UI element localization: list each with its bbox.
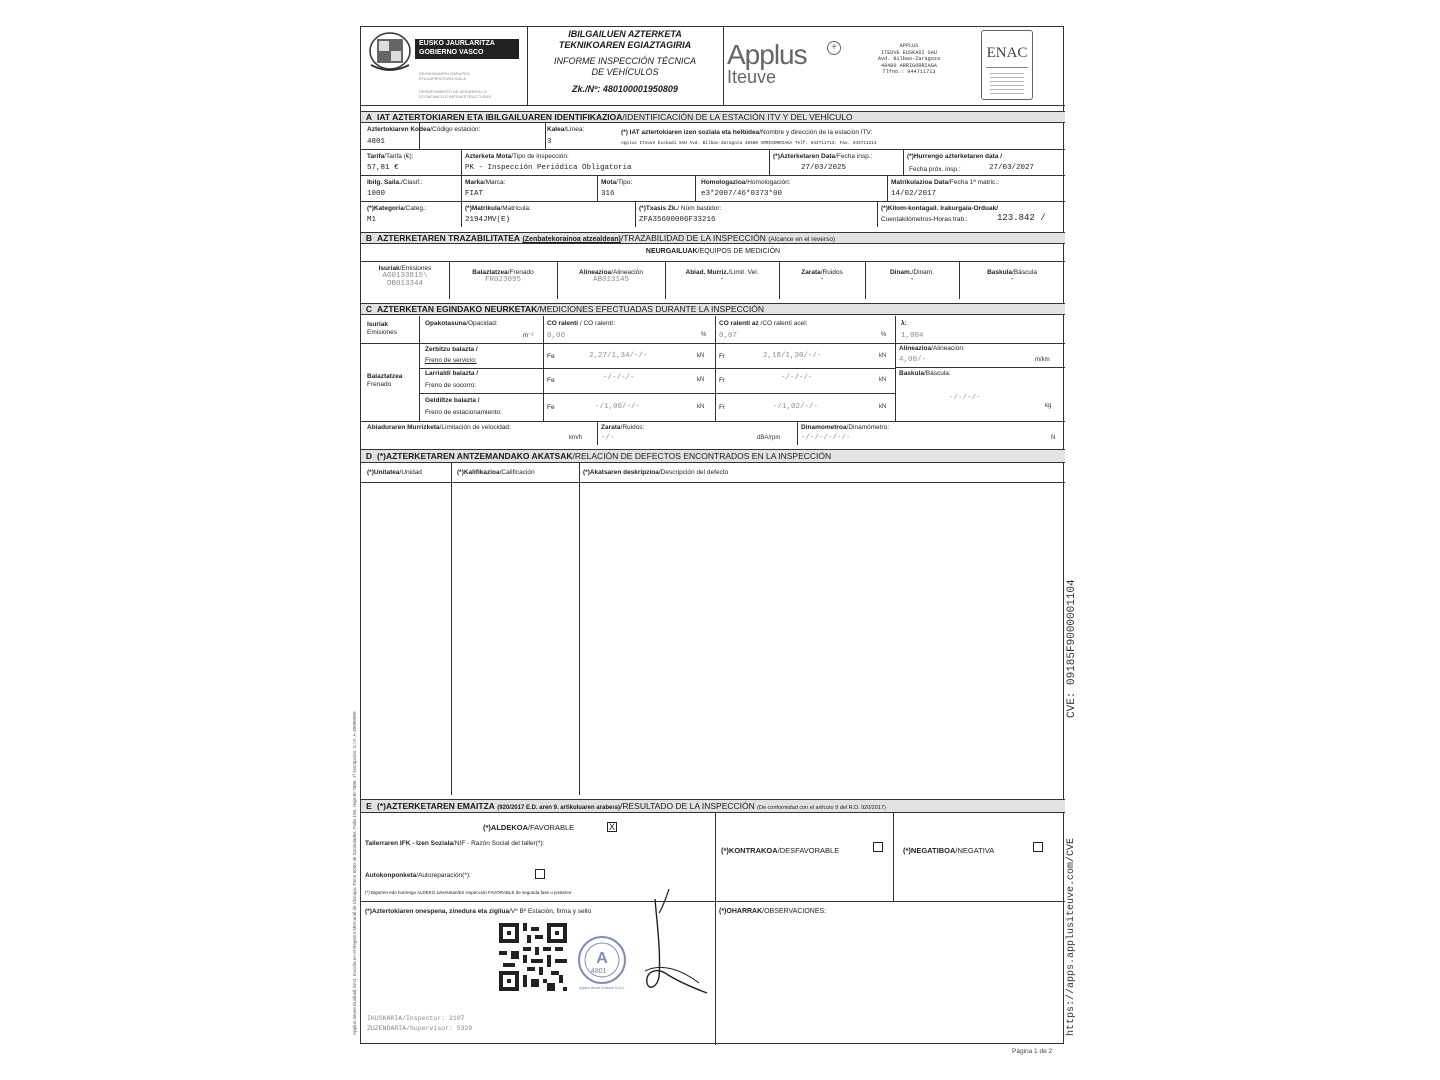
- service-brake-label: Zerbitzu balazta /: [425, 346, 478, 353]
- section-b-title-eu: AZTERKETAREN TRAZABILITATEA: [377, 233, 521, 243]
- title-eu-2: TEKNIKOAREN EGIAZTAGIRIA: [558, 40, 692, 50]
- emissions-label: Isuriak: [367, 321, 388, 328]
- equip-noise-value: -: [819, 276, 825, 284]
- gov-dept-4: ECONÓMICO E INFRAESTRUCTURAS: [419, 94, 492, 99]
- emissions-label-es: Emisiones: [367, 329, 397, 336]
- co-idle-label-es: / CO ralentí:: [578, 320, 615, 327]
- emergency-fr-unit: kN: [879, 377, 887, 383]
- dynamometer-label: Dinamometroa: [801, 424, 847, 431]
- signature-icon: [641, 883, 721, 1001]
- insp-type-value: PK - Inspección Periódica Obligatoria: [465, 164, 632, 172]
- section-d-header: [361, 449, 1065, 463]
- equip-scale-label-es: /Báscula: [1012, 269, 1037, 276]
- co-accel-label: CO ralenti az: [719, 320, 759, 327]
- service-brake-label-es: Freno de servicio:: [425, 357, 477, 364]
- station-line-2: ITEUVE EUSKADI SAU: [880, 49, 938, 56]
- defect-unit-header-es: /Unidad: [399, 469, 422, 476]
- noise-unit: dBA/rpm: [757, 435, 781, 441]
- section-e-title-small: (De conformidad con el artículo 9 del R.D. 920/2017): [757, 805, 886, 811]
- dynamometer-value: -/-/-/-/-/-: [801, 434, 851, 442]
- braking-label: Balaztatzea: [367, 373, 403, 380]
- tariff-label-es: /Tarifa (€):: [384, 153, 414, 160]
- class-value: 1000: [367, 190, 386, 198]
- workshop-label-es: /NIF - Razón Social del taller(*):: [453, 840, 545, 847]
- km-value: 123.842 /: [997, 213, 1046, 223]
- section-a-letter: A: [365, 112, 373, 122]
- parking-fr-label: Fr: [719, 404, 726, 411]
- qr-code-icon: [499, 923, 567, 991]
- class-label-es: /Clasif.:: [400, 179, 423, 186]
- braking-label-es: Frenado: [367, 381, 392, 388]
- gov-name-es: GOBIERNO VASCO: [419, 49, 484, 56]
- opacity-label-es: /Opacidad:: [466, 320, 498, 327]
- equip-dyn-value: -: [909, 276, 915, 284]
- report-title-block: [529, 29, 721, 94]
- noise-label-es: /Ruidos:: [620, 424, 645, 431]
- section-b-header: [361, 232, 1065, 244]
- scale-value: -/-/-/-: [949, 394, 981, 402]
- enac-mark: ENAC: [986, 45, 1028, 61]
- equip-emissions-value-1: AG0133815\: [382, 272, 428, 280]
- seal-label-es: /Vº Bº Estación, firma y sello: [509, 908, 592, 915]
- alignment-label-es: /Alineación:: [931, 345, 965, 352]
- unfavorable-label: (*)KONTRAKOA: [721, 846, 778, 855]
- equip-speed-label-es: /Limit. Vel.: [728, 269, 759, 276]
- defect-grade-header-es: /Calificación: [499, 469, 535, 476]
- equip-col-dynamometer: [865, 269, 959, 284]
- scale-unit: kg: [1045, 403, 1052, 409]
- observations-label-es: /OBSERVACIONES:: [762, 908, 827, 915]
- gov-name-eu: EUSKO JAURLARITZA: [419, 40, 495, 47]
- negative-label-es: /NEGATIVA: [955, 846, 995, 855]
- parking-brake-label: Geldiltze balazta /: [425, 397, 480, 404]
- equip-braking-label: Balaztatzea: [472, 269, 508, 276]
- equip-alignment-value: AB013145: [592, 276, 629, 284]
- favorable-label-es: /FAVORABLE: [528, 823, 575, 832]
- equip-col-emissions: [361, 265, 449, 288]
- service-fr-unit: kN: [879, 353, 887, 359]
- emergency-fe-label: Fe: [547, 377, 555, 384]
- vin-value: ZFA35600006F33216: [639, 216, 716, 224]
- section-b-title-small: (Alcance en el reverso): [768, 236, 836, 243]
- section-d-title-eu: (*)AZTERKETAREN ANTZEMANDAKO AKATSAK: [377, 451, 573, 461]
- speed-limit-unit: km/h: [569, 435, 583, 441]
- opacity-label: Opakotasuna: [425, 320, 467, 327]
- unfavorable-checkbox[interactable]: [873, 842, 883, 852]
- emergency-fr-value: -/-/-/-: [781, 374, 813, 382]
- service-fr-label: Fr: [719, 353, 726, 360]
- negative-checkbox[interactable]: [1033, 842, 1043, 852]
- speed-limit-label: Abiaduraren Murrizketa: [367, 424, 440, 431]
- type-label-es: /Tipo:: [616, 179, 633, 186]
- page-number: Página 1 de 2: [1012, 1048, 1053, 1055]
- homolog-label-es: /Homologación:: [745, 179, 791, 186]
- equip-emissions-label: Isuriak: [378, 265, 400, 272]
- stamp-seal-icon: [577, 935, 627, 985]
- make-value: FIAT: [465, 190, 484, 198]
- next-date-label: (*)Hurrengo azterketaren data /: [907, 153, 1002, 160]
- equip-col-noise: [779, 269, 865, 284]
- homolog-value: e3*2007/46*0373*00: [701, 190, 783, 198]
- section-a-header: [361, 111, 1065, 123]
- reg-date-label: Matrikulazioa Data: [891, 179, 949, 186]
- inspection-report-sheet: [360, 26, 1064, 1044]
- insp-type-label-es: /Tipo de inspección:: [511, 153, 569, 160]
- self-repair-checkbox[interactable]: [535, 869, 545, 879]
- section-c-title-eu: AZTERKETAN EGINDAKO NEURKETAK: [377, 304, 538, 314]
- cve-url[interactable]: https://apps.applusiteuve.com/CVE: [1066, 837, 1077, 1036]
- equip-col-speed: [665, 269, 779, 284]
- basque-government-logo: [367, 31, 525, 101]
- section-b-letter: B: [365, 233, 373, 243]
- service-fe-unit: kN: [697, 353, 705, 359]
- tariff-value: 57,81 €: [367, 164, 399, 172]
- equip-scale-label: Baskula: [987, 269, 1012, 276]
- equip-noise-label-es: /Ruidos: [820, 269, 843, 276]
- vin-label-es: / Núm bastidor:: [677, 205, 722, 212]
- dynamometer-unit: N: [1051, 435, 1056, 441]
- next-date-label-es: Fecha próx. insp.:: [909, 166, 961, 173]
- observations-label: (*)OHARRAK: [719, 908, 763, 915]
- reg-date-value: 14/02/2017: [891, 190, 937, 198]
- equip-scale-value: -: [1009, 276, 1015, 284]
- line-value: 3: [547, 138, 552, 146]
- section-d-letter: D: [365, 451, 373, 461]
- applus-logo: [727, 39, 837, 88]
- station-code-label: Aztertokiaren Kodea: [367, 126, 431, 133]
- applus-sub-brand: Iteuve: [727, 67, 777, 87]
- service-fe-value: 2,27/1,34/-/-: [589, 352, 648, 360]
- dynamometer-label-es: /Dinamómetro:: [846, 424, 890, 431]
- equip-emissions-value-2: OB013344: [386, 280, 423, 288]
- type-label: Mota: [601, 179, 617, 186]
- section-d-title-es: /RELACIÓN DE DEFECTOS ENCONTRADOS EN LA INSPECCIÓN: [572, 451, 832, 461]
- equip-speed-value: -: [719, 276, 725, 284]
- seal-label: (*)Aztertokiaren onespena, zinedura eta zigilua: [365, 908, 510, 915]
- equip-dyn-label-es: /Dinam.: [911, 269, 935, 276]
- equip-braking-label-es: /Frenado: [507, 269, 534, 276]
- insp-date-value: 27/03/2025: [801, 164, 847, 172]
- co-accel-value: 0,07: [719, 332, 738, 340]
- applus-brand: Applus: [727, 39, 807, 70]
- alignment-label: Alineazioa: [899, 345, 932, 352]
- emergency-fr-label: Fr: [719, 377, 726, 384]
- parking-fe-label: Fe: [547, 404, 555, 411]
- speed-limit-label-es: /Limitación de velocidad:: [439, 424, 511, 431]
- parking-fr-unit: kN: [879, 404, 887, 410]
- parking-brake-label-es: Freno de estacionamiento:: [425, 409, 502, 416]
- co-accel-unit: %: [881, 332, 887, 338]
- defect-unit-header: (*)Unitatea: [367, 469, 400, 476]
- title-es-1: INFORME INSPECCIÓN TÉCNICA: [553, 56, 696, 66]
- category-label-es: /Categ.:: [403, 205, 427, 212]
- title-eu-1: IBILGAILUEN AZTERKETA: [568, 29, 682, 39]
- station-line-1: APPLUS: [899, 43, 919, 49]
- section-a-title-eu: IAT AZTERTOKIAREN ETA IBILGAILUAREN IDENTIFIKAZIOA: [377, 112, 623, 122]
- plus-circle-icon: +: [827, 41, 841, 55]
- equip-col-scale: [959, 269, 1065, 284]
- gov-dept-3: DEPARTAMENTO DE DESARROLLO: [419, 89, 487, 94]
- km-label-es: Cuentakilómetros-Horas trab.:: [881, 216, 968, 223]
- equip-braking-value: FR023095: [484, 276, 521, 284]
- tariff-label: Tarifa: [367, 153, 385, 160]
- lambda-label: λ:: [901, 320, 907, 327]
- title-es-2: DE VEHÍCULOS: [591, 67, 659, 77]
- second-phase-note: (*) Bigarren edo hurrengo ALDEKO azterketan/En inspección FAVORABLE de segunda fase o posterior: [365, 890, 572, 895]
- equip-speed-label: Abiad. Murriz.: [685, 269, 729, 276]
- number-label: Zk./Nº:: [572, 84, 601, 94]
- noise-value: -/-: [601, 434, 615, 442]
- homolog-label: Homologazioa: [701, 179, 746, 186]
- gov-dept-1: EKONOMIAREN GARAPEN: [419, 71, 470, 76]
- equip-label-es: /EQUIPOS DE MEDICIÓN: [697, 248, 781, 255]
- section-c-letter: C: [365, 304, 373, 314]
- stamp-number: 4801: [591, 968, 607, 975]
- equip-noise-label: Zarata: [801, 269, 821, 276]
- co-idle-unit: %: [701, 332, 707, 338]
- equip-alignment-label-es: /Alineación: [611, 269, 643, 276]
- plate-value: 2194JMV(E): [465, 216, 511, 224]
- station-name-value: Applus Iteuve Euskadi SAU Avd. Bilbao-Zaragoza 48480 ARRIGORRIAGA Telf. 944711713. Fax. 944711214: [621, 141, 877, 146]
- emergency-brake-label: Larrialdi balazta /: [425, 370, 479, 377]
- equip-col-alignment: [557, 269, 665, 284]
- defect-grade-header: (*)Kalifikazioa: [457, 469, 500, 476]
- vin-label: (*)Txasis Zk.: [639, 205, 678, 212]
- equip-alignment-label: Alineazioa: [579, 269, 612, 276]
- equip-col-braking: [449, 269, 557, 284]
- make-label-es: /Marca:: [483, 179, 506, 186]
- next-date-value: 27/03/2027: [989, 164, 1035, 172]
- station-line-5: Tlfno.: 944711713: [882, 69, 936, 75]
- noise-label: Zarata: [601, 424, 621, 431]
- co-accel-label-es: /CO ralentí acel:: [758, 320, 808, 327]
- section-c-title-es: /MEDICIONES EFECTUADAS DURANTE LA INSPECCIÓN: [537, 304, 764, 314]
- section-a-title-es: /IDENTIFICACIÓN DE LA ESTACIÓN ITV Y DEL VEHÍCULO: [622, 112, 853, 122]
- coat-of-arms-icon: [367, 31, 413, 75]
- insp-date-label: (*)Azterketaren Data: [773, 153, 836, 160]
- plate-label-es: /Matrícula:: [500, 205, 531, 212]
- equip-dyn-label: Dinam.: [889, 269, 912, 276]
- equip-emissions-label-es: /Emisiones: [399, 265, 432, 272]
- emergency-brake-label-es: Freno de socorro:: [425, 382, 477, 389]
- report-number: 480100001950809: [602, 84, 678, 94]
- section-e-title-eu-2: (920/2017 E.D. aren 9. artikuluaren arabera): [497, 805, 620, 811]
- alignment-value: 4,00/-: [899, 356, 927, 364]
- station-name-label-es: /Nombre y dirección de la estación ITV:: [759, 129, 873, 136]
- line-label: Kalea: [547, 126, 565, 133]
- parking-fe-unit: kN: [697, 404, 705, 410]
- section-e-letter: E: [366, 801, 372, 811]
- make-label: Marka: [465, 179, 484, 186]
- stamp-caption: Applus Iteuve Euskadi S.A.U.: [579, 986, 625, 990]
- section-e-header: [361, 799, 1065, 813]
- favorable-checkbox[interactable]: X: [608, 822, 615, 832]
- opacity-unit: m⁻¹: [523, 333, 534, 339]
- emergency-fe-unit: kN: [697, 377, 705, 383]
- emergency-fe-value: -/-/-/-: [603, 374, 635, 382]
- self-repair-label: Autokonponketa: [365, 872, 417, 879]
- service-fr-value: 2,18/1,30/-/-: [763, 352, 822, 360]
- lambda-value: 1,004: [901, 332, 924, 340]
- defect-desc-header-es: /Descripción del defecto: [658, 469, 729, 476]
- inspector-id: IKUSKARIA/Inspector: 3107: [367, 1015, 465, 1022]
- negative-label: (*)NEGATIBOA: [903, 846, 956, 855]
- station-code-value: 4801: [367, 138, 386, 146]
- plate-label: (*)Matrikula: [465, 205, 501, 212]
- station-name-label: (*) IAT aztertokiaren izen soziala eta helbidea: [621, 129, 760, 136]
- defect-desc-header: (*)Akatsaren deskripzioa: [583, 469, 659, 476]
- section-c-header: [361, 303, 1065, 315]
- co-idle-value: 0,06: [547, 332, 566, 340]
- self-repair-label-es: /Autoreparación(*):: [416, 872, 471, 879]
- scale-label-es: /Báscula:: [923, 370, 951, 377]
- class-label: Ibilg. Saila.: [367, 179, 401, 186]
- alignment-unit: m/km: [1035, 357, 1050, 363]
- parking-fe-value: -/1,00/-/-: [595, 403, 641, 411]
- category-value: M1: [367, 216, 377, 224]
- co-idle-label: CO ralenti: [547, 320, 579, 327]
- supervisor-id: ZUZENDARIA/Supervisor: 5329: [367, 1025, 473, 1032]
- station-line-4: 48480 ARRIGORRIAGA: [880, 62, 938, 69]
- scale-label: Baskula: [899, 370, 924, 377]
- station-line-3: Avd. Bilbao-Zaragoza: [877, 56, 941, 62]
- km-label: (*)Kilom-kontagail. Irakurgaia-Orduak/: [881, 205, 999, 212]
- enac-logo: [981, 30, 1033, 100]
- reg-date-label-es: /Fecha 1ª matric.:: [948, 179, 999, 186]
- equip-label-eu: NEURGAILUAK: [645, 248, 698, 255]
- category-label: (*)Kategoria: [367, 205, 404, 212]
- insp-date-label-es: /Fecha insp.:: [835, 153, 873, 160]
- section-b-title-eu-2: (Zenbatekorainoa atzealdean): [522, 236, 621, 243]
- line-label-es: /Línea:: [564, 126, 585, 133]
- parking-fr-value: -/1,02/-/-: [773, 403, 819, 411]
- gov-dept-2: ETA AZPIEGITURA SAILA: [419, 76, 467, 81]
- svg-text:A: A: [596, 950, 608, 967]
- section-b-title-es: /TRAZABILIDAD DE LA INSPECCIÓN: [620, 233, 766, 243]
- cve-code: CVE: 09185F9000001104: [1066, 579, 1078, 718]
- insp-type-label: Azterketa Mota: [465, 153, 512, 160]
- unfavorable-label-es: /DESFAVORABLE: [777, 846, 840, 855]
- section-e-title-eu: (*)AZTERKETAREN EMAITZA: [377, 801, 495, 811]
- type-value: 316: [601, 190, 615, 198]
- service-fe-label: Fe: [547, 353, 555, 360]
- station-stamp: [577, 935, 627, 995]
- left-margin-legal-text: Applus Iteuve Euskadi SAU. Inscrita en el Registro Mercantil de Vizcaya. Tomo 5000 de Sociedades. Folio 155, Hoja BI-7895, 1ª inscripción. C.I.F. A-48999999: [352, 711, 357, 1035]
- favorable-label: (*)ALDEKOA: [483, 823, 528, 832]
- section-e-title-es: /RESULTADO DE LA INSPECCIÓN: [620, 801, 755, 811]
- workshop-label: Tailerraren IFK - Izen Soziala: [365, 840, 454, 847]
- station-address-block: [855, 43, 963, 76]
- station-code-label-es: /Código estación:: [430, 126, 481, 133]
